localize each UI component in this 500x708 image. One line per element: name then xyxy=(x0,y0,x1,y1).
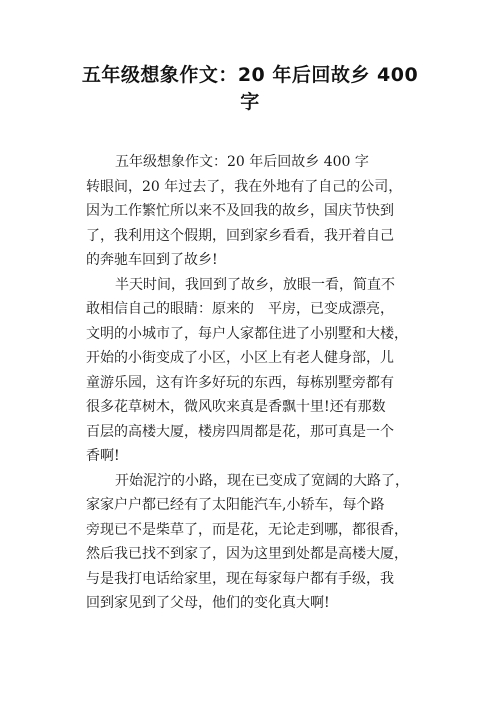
text-line: 然后我已找不到家了，因为这里到处都是高楼大厦， xyxy=(86,546,408,562)
text-line: 了，我利用这个假期，回到家乡看看，我开着自己 xyxy=(86,227,394,244)
text-line: 百层的高楼大厦，楼房四周都是花，那可真是一个 xyxy=(86,423,394,440)
text-line: 与是我打电话给家里，现在每家每户都有手级，我 xyxy=(86,570,394,587)
text-line: 敢相信自己的眼睛：原来的 平房，已变成漂亮， xyxy=(86,301,394,317)
text-line: 开始的小街变成了小区，小区上有老人健身部，儿 xyxy=(86,350,394,366)
document-title xyxy=(60,62,440,116)
paragraph-start-line: 开始泥泞的小路，现在已变成了宽阔的大路了， xyxy=(115,472,409,489)
title-line-2: 字 xyxy=(240,91,260,113)
text-line: 很多花草树木，微风吹来真是香飘十里!还有那数 xyxy=(86,399,386,415)
text-line: 回到家见到了父母，他们的变化真大啊! xyxy=(86,595,330,611)
text-line: 因为工作繁忙所以来不及回我的故乡，国庆节快到 xyxy=(86,203,394,219)
title-line-1: 五年级想象作文：20 年后回故乡 400 xyxy=(81,64,419,86)
text-line: 香啊! xyxy=(86,448,120,464)
text-line: 的奔驰车回到了故乡! xyxy=(86,252,218,268)
text-line: 旁现已不是柴草了，而是花，无论走到哪，都很香， xyxy=(86,521,408,538)
essay-heading-line: 五年级想象作文：20 年后回故乡 400 字 xyxy=(115,154,369,170)
paragraph-start-line: 半天时间，我回到了故乡，放眼一看，简直不 xyxy=(115,276,395,293)
text-line: 家家户户都已经有了太阳能汽车,小轿车，每个路 xyxy=(86,497,385,513)
text-line: 文明的小城市了，每户人家都住进了小别墅和大楼， xyxy=(86,325,408,342)
text-line: 童游乐园，这有许多好玩的东西，每栋别墅旁都有 xyxy=(86,374,394,391)
essay-body xyxy=(86,150,426,616)
text-line: 转眼间，20 年过去了，我在外地有了自己的公司， xyxy=(86,178,403,195)
